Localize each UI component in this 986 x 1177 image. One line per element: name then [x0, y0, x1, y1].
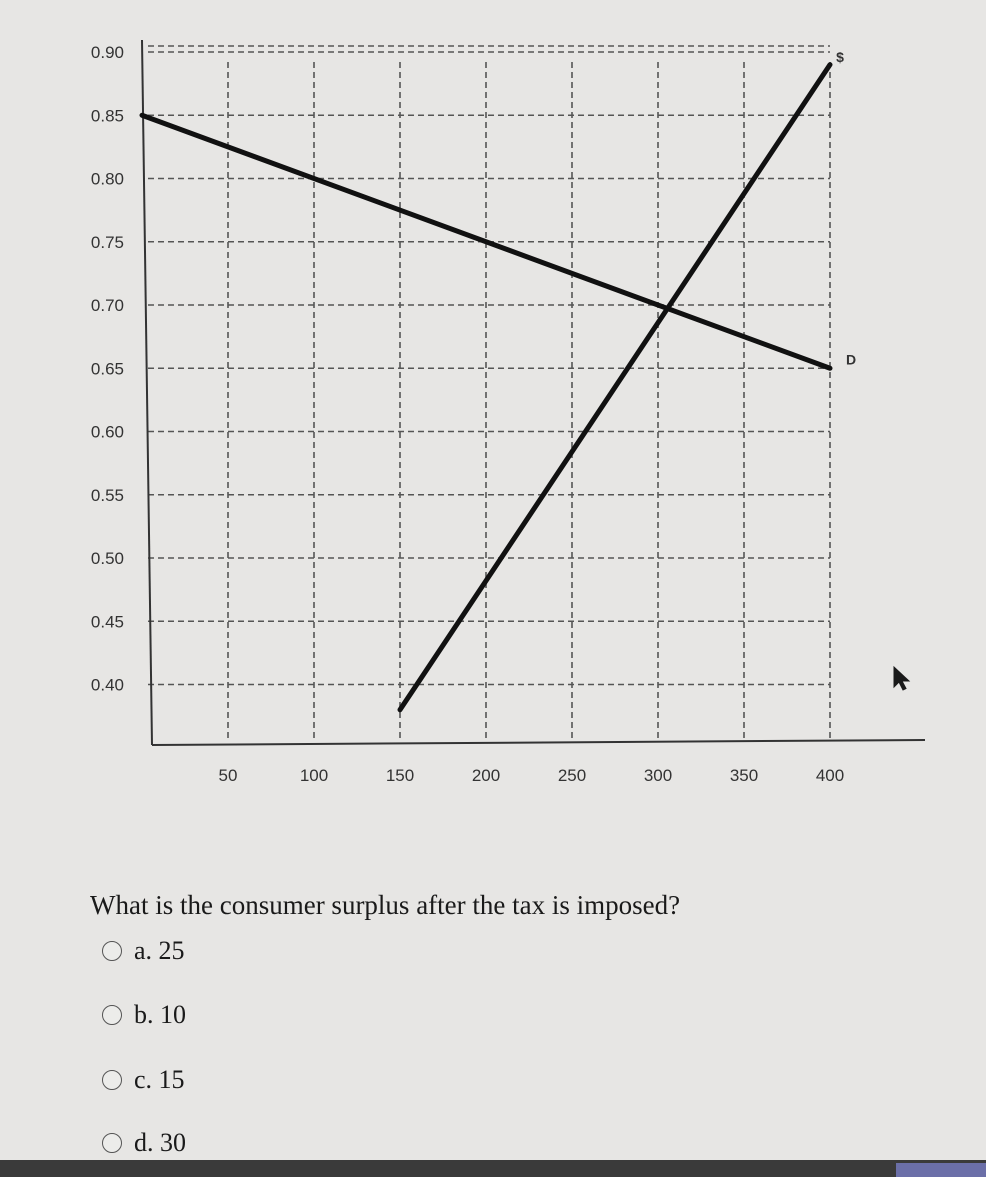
x-tick-label: 200: [471, 766, 501, 785]
radio-button[interactable]: [102, 1005, 122, 1025]
y-tick-label: 0.55: [90, 485, 124, 505]
y-tick-label: 0.40: [90, 675, 124, 695]
option-label: b. 10: [134, 1000, 186, 1029]
y-tick-label: 0.70: [90, 296, 124, 315]
demand-curve-label: D: [846, 351, 857, 368]
radio-button[interactable]: [102, 1133, 122, 1153]
x-tick-label: 400: [815, 766, 845, 785]
x-tick-label: 250: [557, 766, 587, 785]
y-tick-label: 0.80: [90, 169, 124, 189]
series-line-s: [400, 65, 830, 710]
option-label: c. 15: [134, 1065, 185, 1094]
taskbar-accent: [896, 1163, 986, 1177]
option-b[interactable]: [102, 1000, 186, 1030]
y-tick-label: 0.65: [90, 359, 124, 379]
x-tick-label: 50: [218, 766, 238, 785]
y-axis-label: $: [836, 49, 844, 65]
y-tick-label: 0.85: [90, 106, 124, 126]
y-tick-label: 0.50: [90, 549, 124, 568]
y-tick-label: 0.75: [90, 232, 124, 252]
option-d[interactable]: [102, 1128, 186, 1158]
option-label: d. 30: [134, 1128, 186, 1157]
option-a[interactable]: [102, 936, 185, 966]
radio-button[interactable]: [102, 941, 122, 961]
y-tick-label: 0.60: [90, 422, 124, 442]
x-axis: [152, 740, 925, 745]
x-tick-label: 350: [729, 766, 759, 785]
x-tick-label: 100: [299, 766, 329, 785]
y-tick-label: 0.90: [90, 43, 124, 62]
option-c[interactable]: [102, 1065, 185, 1095]
y-tick-label: 0.45: [90, 612, 124, 632]
x-tick-label: 150: [385, 766, 415, 785]
question-text: What is the consumer surplus after the tax is imposed?: [90, 890, 681, 920]
y-axis: [142, 40, 152, 745]
x-tick-label: 300: [643, 766, 673, 785]
option-label: a. 25: [134, 936, 185, 965]
mouse-pointer-icon: [892, 665, 914, 691]
bottom-edge: [0, 1160, 986, 1177]
radio-button[interactable]: [102, 1070, 122, 1090]
